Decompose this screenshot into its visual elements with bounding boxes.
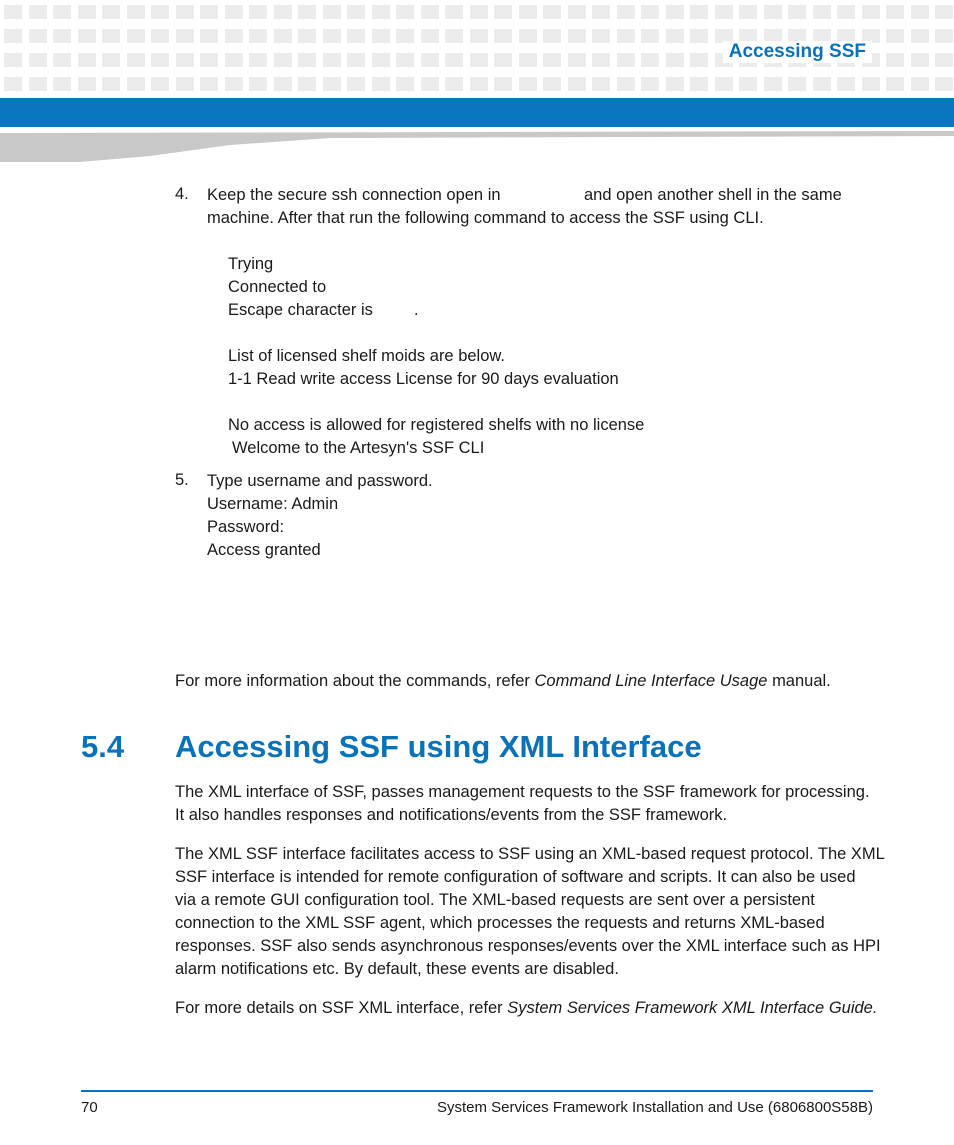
pattern-square (543, 29, 561, 43)
pattern-square (78, 5, 96, 19)
pattern-square (641, 5, 659, 19)
pattern-square (176, 53, 194, 67)
pattern-square (568, 5, 586, 19)
pattern-square (323, 77, 341, 91)
step-4-text-b: and open another shell in the same (584, 186, 842, 204)
pattern-square (886, 53, 904, 67)
pattern-square (788, 5, 806, 19)
pattern-square (200, 77, 218, 91)
pattern-square (372, 29, 390, 43)
pattern-square (4, 5, 22, 19)
para-2-line-2: SSF interface is intended for remote configuration of software and scripts. It can also be used (175, 868, 856, 886)
pattern-square (347, 29, 365, 43)
pattern-square (249, 53, 267, 67)
pattern-square (470, 5, 488, 19)
footer-doc-title: System Services Framework Installation and Use (6806800S58B) (436, 1099, 873, 1116)
pattern-square (445, 53, 463, 67)
step-5-text: Type username and password. (207, 472, 433, 490)
pattern-square (886, 5, 904, 19)
pattern-square (151, 29, 169, 43)
pattern-square (788, 77, 806, 91)
pattern-square (347, 5, 365, 19)
pattern-square (641, 77, 659, 91)
pattern-square (151, 53, 169, 67)
pattern-square (53, 29, 71, 43)
pattern-square (568, 77, 586, 91)
pattern-square (813, 5, 831, 19)
pattern-square (249, 29, 267, 43)
pattern-square (886, 29, 904, 43)
para-1-line-2: It also handles responses and notifications/events from the SSF framework. (175, 806, 728, 824)
pattern-square (764, 77, 782, 91)
pattern-square (298, 77, 316, 91)
step-4-text-a: Keep the secure ssh connection open in (207, 186, 501, 204)
pattern-square (396, 53, 414, 67)
pattern-square (53, 53, 71, 67)
pattern-square (519, 5, 537, 19)
cli-escape: Escape character is (228, 301, 373, 319)
pattern-square (396, 29, 414, 43)
pattern-square (470, 53, 488, 67)
pattern-square (641, 53, 659, 67)
pattern-square (274, 5, 292, 19)
pattern-square (102, 29, 120, 43)
pattern-square (127, 77, 145, 91)
pattern-square (127, 5, 145, 19)
pattern-square (690, 53, 708, 67)
pattern-square (127, 53, 145, 67)
para-2-line-6: alarm notifications etc. By default, these events are disabled. (175, 960, 619, 978)
pattern-square (935, 5, 953, 19)
pattern-square (911, 53, 929, 67)
pattern-square (715, 5, 733, 19)
pattern-square (617, 5, 635, 19)
pattern-square (690, 77, 708, 91)
cli-no-access: No access is allowed for registered shelfs with no license (228, 416, 645, 434)
header-swoosh (0, 131, 954, 163)
pattern-square (862, 77, 880, 91)
pattern-square (396, 5, 414, 19)
pattern-square (519, 77, 537, 91)
pattern-square (935, 53, 953, 67)
pattern-square (78, 77, 96, 91)
para-3-prefix: For more details on SSF XML interface, refer (175, 999, 503, 1017)
pattern-square (225, 5, 243, 19)
pattern-square (641, 29, 659, 43)
pattern-square (470, 77, 488, 91)
pattern-square (225, 77, 243, 91)
pattern-square (445, 5, 463, 19)
pattern-square (543, 5, 561, 19)
pattern-square (494, 77, 512, 91)
more-info-prefix: For more information about the commands, refer (175, 672, 530, 690)
pattern-square (53, 5, 71, 19)
pattern-square (323, 53, 341, 67)
pattern-square (886, 77, 904, 91)
pattern-square (200, 53, 218, 67)
pattern-square (372, 77, 390, 91)
pattern-square (78, 29, 96, 43)
pattern-square (592, 29, 610, 43)
pattern-square (29, 5, 47, 19)
step-5-number: 5. (175, 471, 189, 489)
para-2-line-1: The XML SSF interface facilitates access to SSF using an XML-based request protocol. The XML (175, 845, 885, 863)
pattern-square (911, 5, 929, 19)
pattern-square (445, 29, 463, 43)
pattern-square (298, 53, 316, 67)
footer-rule (81, 1090, 873, 1092)
pattern-square (396, 77, 414, 91)
section-number: 5.4 (81, 729, 125, 764)
pattern-square (862, 5, 880, 19)
pattern-square (372, 5, 390, 19)
step-4-number: 4. (175, 185, 189, 203)
pattern-square (666, 29, 684, 43)
cli-connected: Connected to (228, 278, 327, 296)
pattern-square (543, 77, 561, 91)
step-4-text-line2: machine. After that run the following command to access the SSF using CLI. (207, 209, 764, 227)
pattern-square (421, 29, 439, 43)
cli-trying: Trying (228, 255, 274, 273)
pattern-square (837, 5, 855, 19)
pattern-square (102, 53, 120, 67)
pattern-square (764, 5, 782, 19)
pattern-square (274, 29, 292, 43)
pattern-square (715, 77, 733, 91)
pattern-square (347, 77, 365, 91)
pattern-square (935, 29, 953, 43)
step-5-granted: Access granted (207, 541, 321, 559)
cli-escape-end: . (414, 301, 419, 319)
pattern-square (666, 5, 684, 19)
section-title: Accessing SSF using XML Interface (175, 729, 702, 764)
para-2-line-4: connection to the XML SSF agent, which processes the requests and returns XML-based (175, 914, 825, 932)
pattern-square (421, 5, 439, 19)
cli-licensed: List of licensed shelf moids are below. (228, 347, 505, 365)
pattern-square (568, 53, 586, 67)
pattern-square (372, 53, 390, 67)
pattern-square (225, 53, 243, 67)
pattern-square (592, 53, 610, 67)
pattern-square (445, 77, 463, 91)
pattern-square (690, 29, 708, 43)
pattern-square (176, 29, 194, 43)
pattern-square (249, 77, 267, 91)
pattern-square (29, 77, 47, 91)
para-3-ref: System Services Framework XML Interface Guide. (507, 999, 878, 1017)
pattern-square (151, 5, 169, 19)
pattern-square (494, 5, 512, 19)
para-3 (175, 997, 877, 1020)
pattern-square (102, 77, 120, 91)
pattern-square (176, 5, 194, 19)
pattern-square (127, 29, 145, 43)
more-info-ref: Command Line Interface Usage (534, 672, 768, 690)
cli-license-line: 1-1 Read write access License for 90 days evaluation (228, 370, 619, 388)
pattern-square (298, 5, 316, 19)
pattern-square (739, 5, 757, 19)
para-2-line-5: responses. SSF also sends asynchronous responses/events over the XML interface such as HPI (175, 937, 881, 955)
pattern-square (519, 53, 537, 67)
pattern-square (298, 29, 316, 43)
pattern-square (617, 77, 635, 91)
pattern-square (249, 5, 267, 19)
pattern-square (935, 77, 953, 91)
pattern-square (225, 29, 243, 43)
pattern-square (78, 53, 96, 67)
pattern-square (543, 53, 561, 67)
pattern-square (911, 29, 929, 43)
pattern-square (494, 29, 512, 43)
pattern-square (421, 77, 439, 91)
para-2-line-3: via a remote GUI configuration tool. The XML-based requests are sent over a persistent (175, 891, 815, 909)
pattern-square (200, 29, 218, 43)
pattern-square (176, 77, 194, 91)
step-5-password: Password: (207, 518, 285, 536)
pattern-square (666, 77, 684, 91)
pattern-square (911, 77, 929, 91)
pattern-square (568, 29, 586, 43)
pattern-square (102, 5, 120, 19)
header-bar (0, 98, 954, 127)
pattern-square (666, 53, 684, 67)
pattern-square (470, 29, 488, 43)
pattern-square (690, 5, 708, 19)
cli-welcome: Welcome to the Artesyn's SSF CLI (232, 439, 485, 457)
pattern-square (4, 29, 22, 43)
pattern-square (421, 53, 439, 67)
pattern-square (274, 77, 292, 91)
pattern-square (617, 29, 635, 43)
step-5-username: Username: Admin (207, 495, 339, 513)
pattern-square (4, 77, 22, 91)
pattern-square (53, 77, 71, 91)
pattern-square (323, 5, 341, 19)
pattern-square (494, 53, 512, 67)
running-header: Accessing SSF (723, 41, 872, 63)
pattern-square (519, 29, 537, 43)
pattern-square (274, 53, 292, 67)
pattern-square (813, 77, 831, 91)
pattern-square (29, 29, 47, 43)
pattern-square (617, 53, 635, 67)
pattern-square (837, 77, 855, 91)
pattern-square (739, 77, 757, 91)
pattern-square (347, 53, 365, 67)
pattern-square (323, 29, 341, 43)
pattern-square (29, 53, 47, 67)
more-info-suffix: manual. (772, 672, 831, 690)
pattern-square (200, 5, 218, 19)
pattern-square (592, 5, 610, 19)
page-number: 70 (81, 1099, 98, 1116)
para-1-line-1: The XML interface of SSF, passes management requests to the SSF framework for processing. (175, 783, 870, 801)
more-info-line (175, 670, 831, 693)
pattern-square (151, 77, 169, 91)
pattern-square (4, 53, 22, 67)
pattern-square (592, 77, 610, 91)
